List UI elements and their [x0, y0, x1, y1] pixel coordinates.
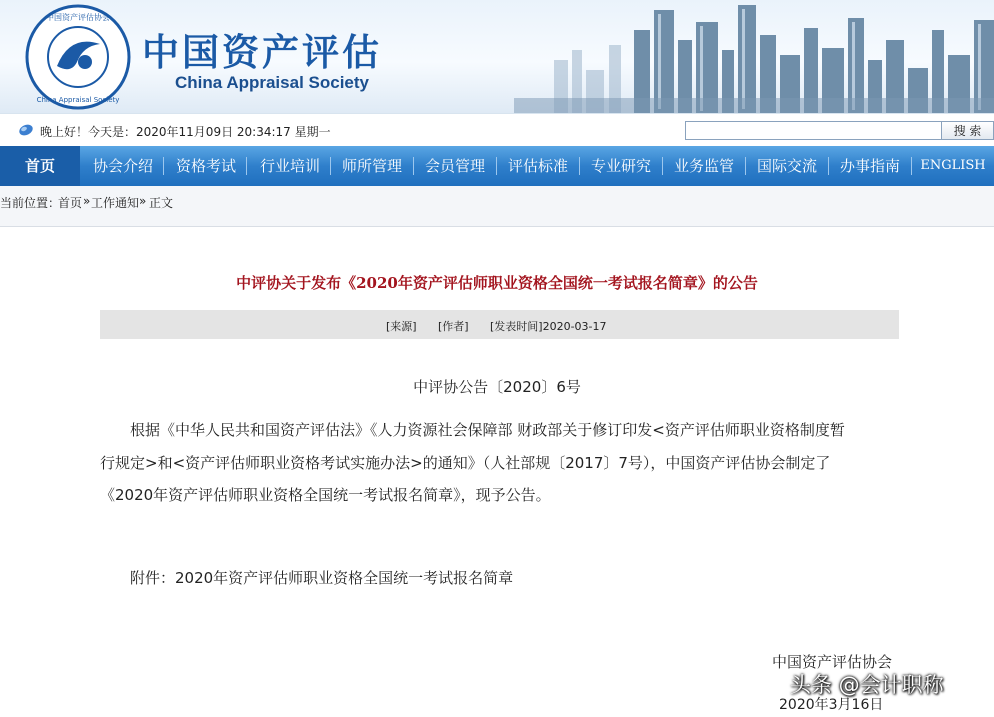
nav-item-service-guide[interactable]: 办事指南: [839, 157, 900, 175]
breadcrumb-current: 正文: [149, 196, 174, 210]
nav-item-firm-management[interactable]: 师所管理: [341, 157, 402, 175]
search-button[interactable]: 搜 索: [941, 121, 994, 140]
nav-item-home[interactable]: 首页: [0, 146, 80, 186]
header-banner: [0, 0, 994, 113]
meta-published: [发表时间]2020-03-17: [490, 320, 607, 333]
nav-separator: [496, 157, 497, 175]
svg-text:中国资产评估协会: 中国资产评估协会: [46, 13, 110, 22]
moon-pill-icon: [18, 124, 34, 136]
nav-separator: [662, 157, 663, 175]
breadcrumb: [0, 186, 994, 227]
nav-item-supervision[interactable]: 业务监管: [673, 157, 734, 175]
nav-item-member-management[interactable]: 会员管理: [424, 157, 485, 175]
notice-number: 中评协公告〔2020〕6号: [413, 378, 581, 396]
article-meta-bar: [100, 310, 899, 339]
paragraph-line: 行规定>和<资产评估师职业资格考试实施办法>的通知》（人社部规〔2017〕7号），中国资产评估协会制定了: [100, 454, 831, 472]
signature-organization: 中国资产评估协会: [772, 653, 893, 671]
meta-source: [来源]: [386, 320, 417, 333]
attachment-link[interactable]: 附件：2020年资产评估师职业资格全国统一考试报名简章: [130, 569, 514, 587]
nav-item-qualification-exam[interactable]: 资格考试: [175, 157, 236, 175]
site-title-english: China Appraisal Society: [175, 73, 369, 92]
signature-date: 2020年3月16日: [779, 697, 884, 713]
main-nav: [0, 146, 994, 186]
nav-separator: [413, 157, 414, 175]
nav-separator: [828, 157, 829, 175]
nav-separator: [163, 157, 164, 175]
greeting-search-bar: [0, 113, 994, 147]
nav-separator: [911, 157, 912, 175]
nav-item-about[interactable]: 协会介绍: [92, 157, 153, 175]
city-skyline-image: [514, 0, 994, 113]
breadcrumb-separator: »: [139, 194, 147, 208]
breadcrumb-home-link[interactable]: 首页: [58, 196, 83, 210]
nav-separator: [246, 157, 247, 175]
nav-item-research[interactable]: 专业研究: [590, 157, 651, 175]
meta-author: [作者]: [438, 320, 469, 333]
nav-item-training[interactable]: 行业培训: [259, 157, 320, 175]
breadcrumb-separator: »: [83, 194, 91, 208]
nav-item-standards[interactable]: 评估标准: [507, 157, 568, 175]
nav-item-english[interactable]: ENGLISH: [920, 158, 986, 173]
breadcrumb-label: 当前位置：: [0, 196, 61, 210]
greeting-datetime-text: 晚上好！今天是：2020年11月09日 20:34:17 星期一: [40, 125, 331, 139]
nav-separator: [330, 157, 331, 175]
nav-separator: [579, 157, 580, 175]
paragraph-line: 《2020年资产评估师职业资格全国统一考试报名简章》，现予公告。: [100, 486, 551, 504]
cas-logo: [25, 4, 131, 110]
nav-separator: [745, 157, 746, 175]
site-title-chinese: 中国资产评估: [142, 30, 382, 74]
breadcrumb-section-link[interactable]: 工作通知: [91, 196, 140, 210]
search-input[interactable]: [685, 121, 945, 140]
nav-item-international[interactable]: 国际交流: [756, 157, 817, 175]
article-title: 中评协关于发布《2020年资产评估师职业资格全国统一考试报名简章》的公告: [236, 274, 758, 292]
svg-text:China Appraisal Society: China Appraisal Society: [36, 96, 120, 104]
paragraph-line: 根据《中华人民共和国资产评估法》《人力资源社会保障部 财政部关于修订印发<资产评估师职业资格制度暂: [130, 421, 845, 439]
watermark-text: 头条 @会计职称: [790, 673, 944, 697]
